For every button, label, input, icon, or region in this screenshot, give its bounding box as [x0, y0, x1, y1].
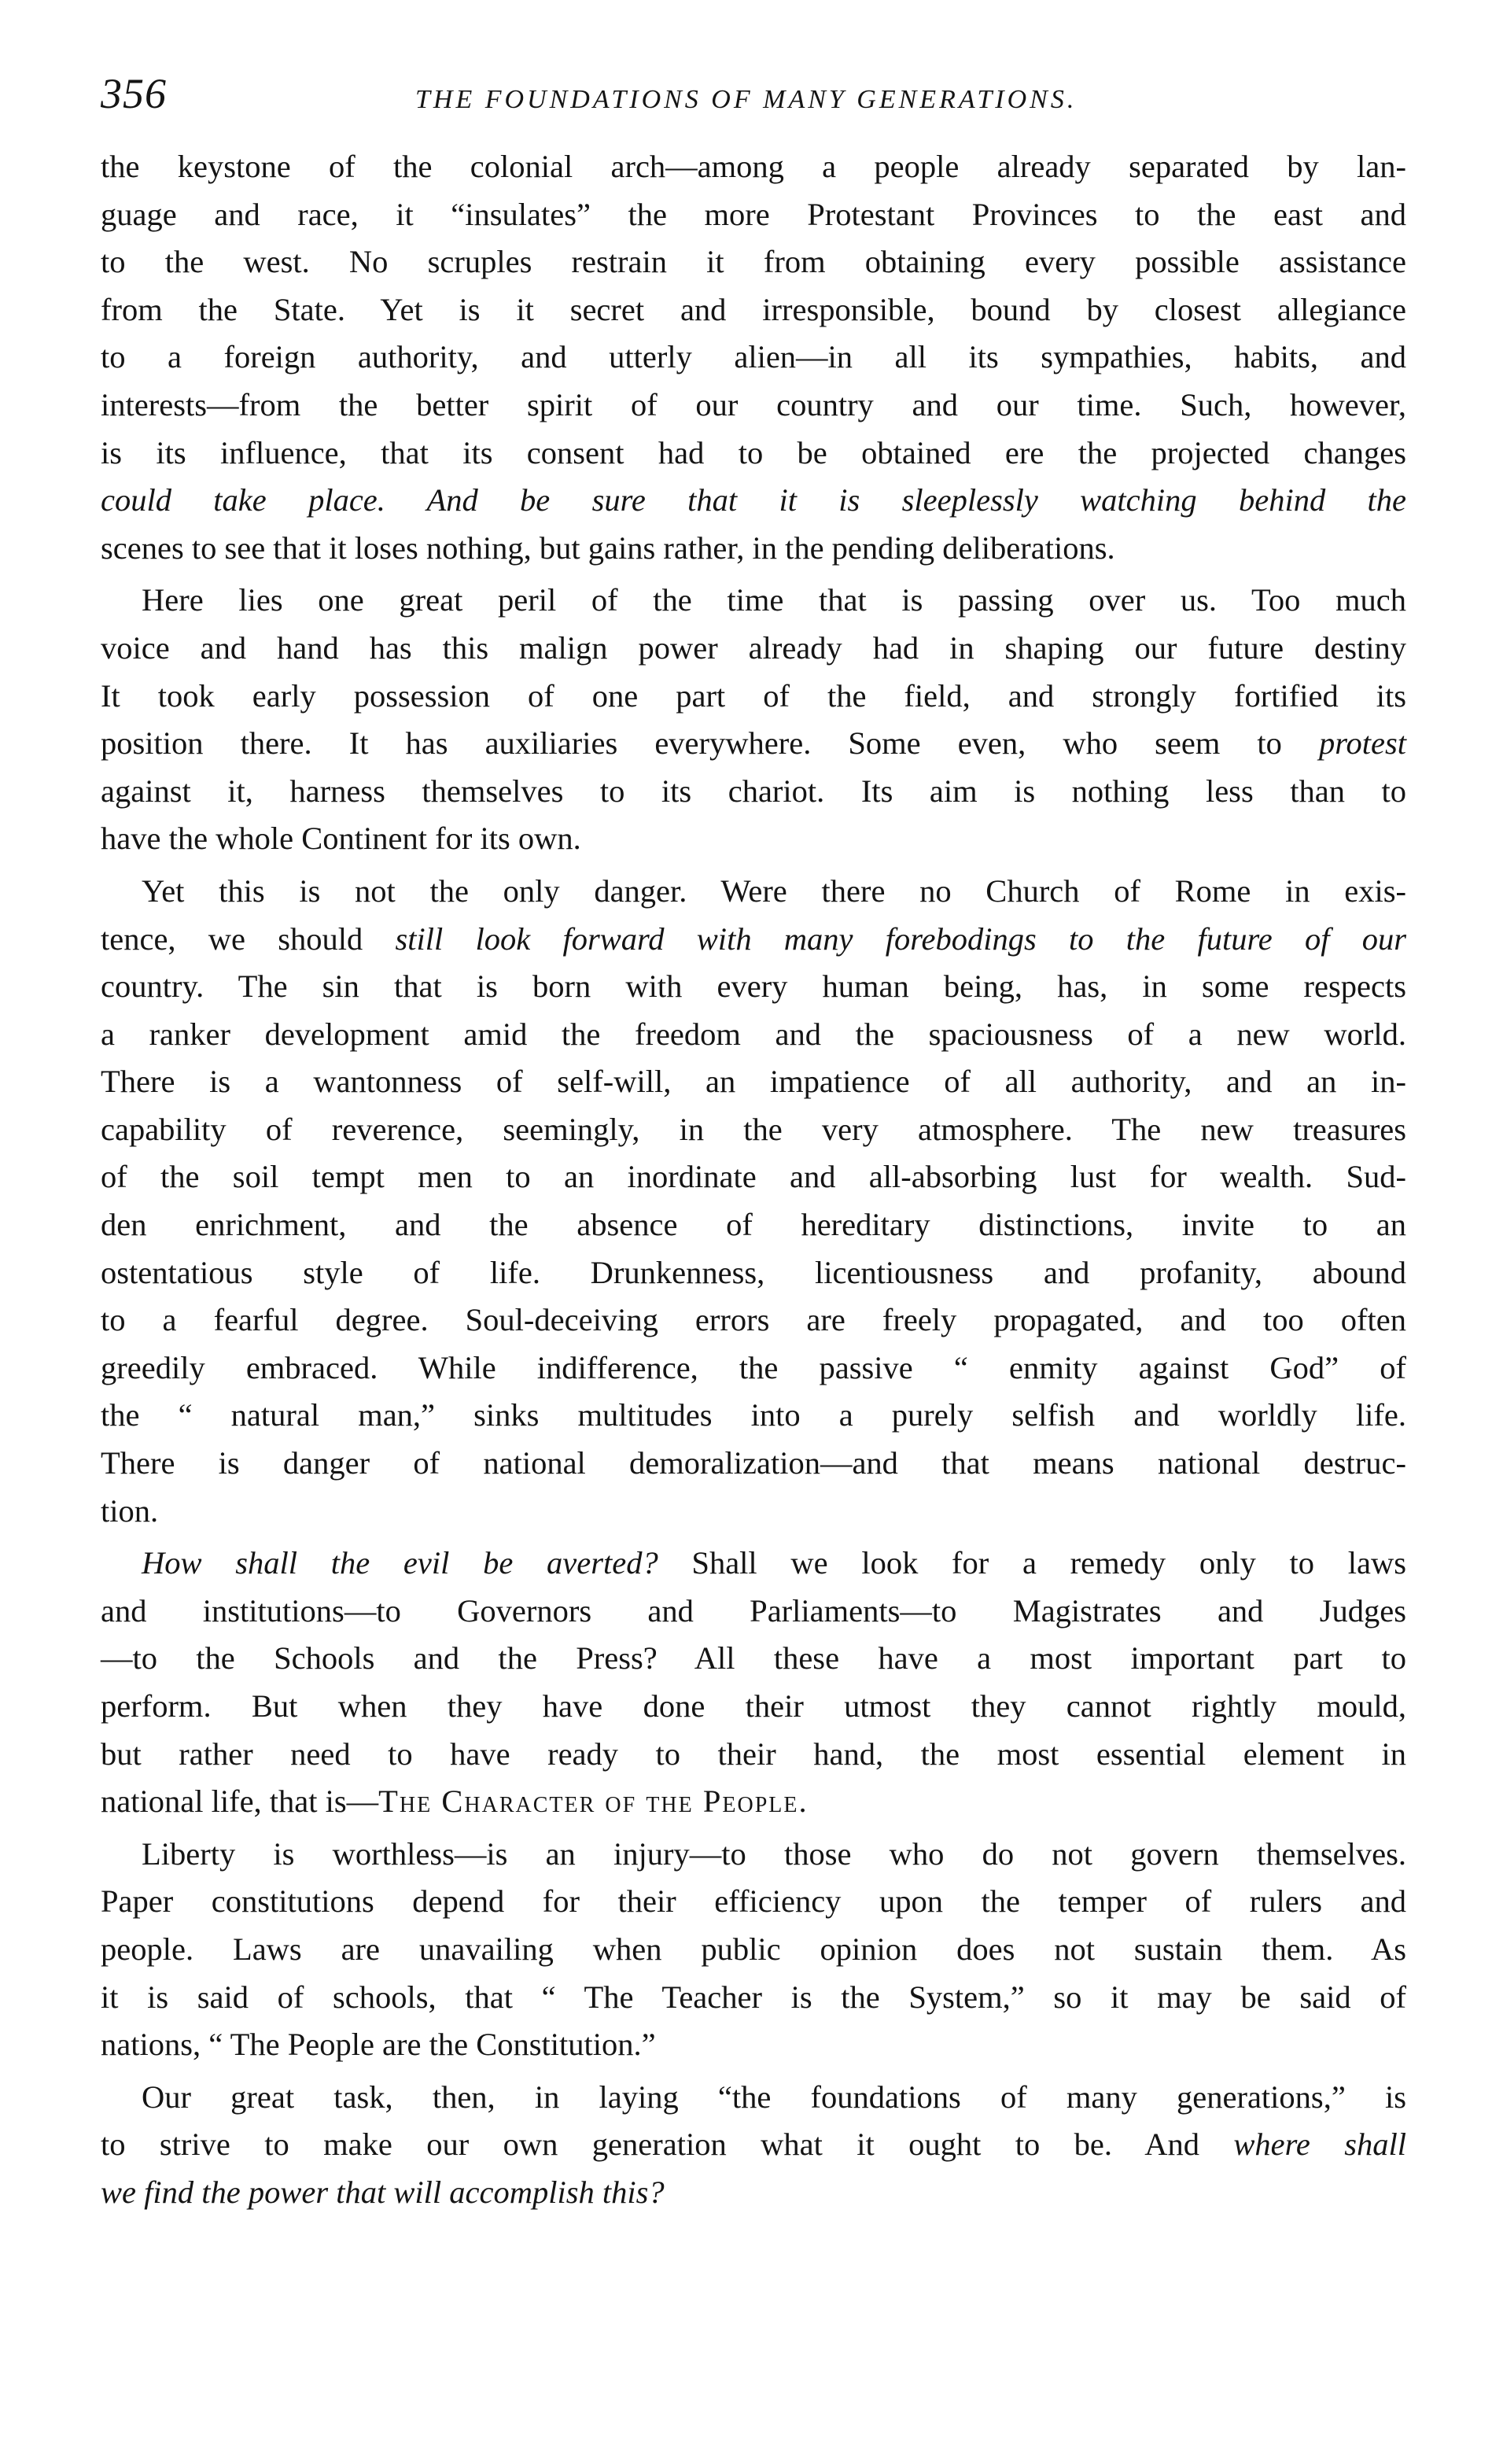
text-run: national life, that is— — [101, 1783, 379, 1820]
italic-text: still look forward with many forebodings to the future of our — [395, 920, 1406, 957]
text-run: but rather need to have ready to their hand, the most essential element in — [101, 1735, 1406, 1772]
text-line — [101, 963, 1406, 1011]
text-line — [101, 577, 1406, 625]
text-line — [101, 1392, 1406, 1440]
text-run: position there. It has auxiliaries everywhere. Some even, who seem to — [101, 725, 1319, 762]
text-line — [101, 1635, 1406, 1683]
text-line — [101, 1974, 1406, 2022]
text-line — [101, 1011, 1406, 1059]
text-line — [101, 2121, 1406, 2169]
text-run: —to the Schools and the Press? All these have a most important part to — [101, 1640, 1406, 1676]
text-line — [101, 1731, 1406, 1779]
text-run: tion. — [101, 1492, 159, 1529]
book-page — [101, 69, 1406, 2222]
italic-text: How shall the evil be averted? — [142, 1545, 658, 1581]
text-line — [101, 1878, 1406, 1926]
text-line — [101, 2021, 1406, 2069]
running-title: THE FOUNDATIONS OF MANY GENERATIONS. — [415, 85, 1078, 114]
text-line — [101, 1153, 1406, 1201]
text-line — [101, 2074, 1406, 2122]
text-line — [101, 477, 1406, 525]
text-line — [101, 1488, 1406, 1536]
text-run: and institutions—to Governors and Parliaments—to Magistrates and Judges — [101, 1592, 1406, 1629]
text-run: Here lies one great peril of the time that is passing over us. Too much — [142, 582, 1406, 618]
paragraph — [101, 1540, 1406, 1826]
text-line — [101, 868, 1406, 916]
text-run: people. Laws are unavailing when public opinion does not sustain them. As — [101, 1931, 1406, 1967]
text-line — [101, 1588, 1406, 1636]
text-line — [101, 143, 1406, 191]
text-run: There is a wantonness of self-will, an impatience of all authority, and an in- — [101, 1064, 1406, 1100]
text-run: to strive to make our own generation what it ought to be. And — [101, 2126, 1234, 2163]
paragraph — [101, 577, 1406, 863]
text-run: a ranker development amid the freedom and the spaciousness of a new world. — [101, 1016, 1406, 1052]
text-line — [101, 1926, 1406, 1974]
text-run: against it, harness themselves to its chariot. Its aim is nothing less than to — [101, 773, 1406, 809]
text-line — [101, 430, 1406, 478]
text-line — [101, 1440, 1406, 1488]
text-run: to the west. No scruples restrain it from obtaining every possible assistance — [101, 244, 1406, 280]
text-line — [101, 1683, 1406, 1731]
text-run: ostentatious style of life. Drunkenness, licentiousness and profanity, abound — [101, 1254, 1406, 1290]
paragraph — [101, 868, 1406, 1535]
text-line — [101, 1831, 1406, 1879]
text-line — [101, 191, 1406, 239]
text-run: country. The sin that is born with every human being, has, in some respects — [101, 968, 1406, 1005]
text-line — [101, 1778, 1406, 1826]
text-run: have the whole Continent for its own. — [101, 821, 581, 857]
text-run: to a fearful degree. Soul-deceiving errors are freely propagated, and too often — [101, 1302, 1406, 1338]
text-run: perform. But when they have done their utmost they cannot rightly mould, — [101, 1688, 1406, 1724]
text-line — [101, 673, 1406, 721]
text-line — [101, 1249, 1406, 1297]
text-run: Our great task, then, in laying “the foundations of many generations,” is — [142, 2079, 1406, 2115]
italic-text: protest — [1319, 725, 1406, 762]
italic-text: could take place. And be sure that it is sleeplessly watching behind the — [101, 482, 1406, 518]
text-run: Yet this is not the only danger. Were there no Church of Rome in exis- — [142, 872, 1406, 909]
text-line — [101, 1540, 1406, 1588]
text-line — [101, 334, 1406, 382]
text-run: nations, “ The People are the Constitution.” — [101, 2027, 656, 2063]
text-line — [101, 2169, 1406, 2217]
text-line — [101, 1297, 1406, 1345]
text-line — [101, 286, 1406, 334]
text-line — [101, 1345, 1406, 1392]
paragraph — [101, 143, 1406, 572]
text-run: Paper constitutions depend for their efficiency upon the temper of rulers and — [101, 1883, 1406, 1920]
text-line — [101, 916, 1406, 964]
text-run: capability of reverence, seemingly, in the very atmosphere. The new treasures — [101, 1111, 1406, 1147]
text-run: it is said of schools, that “ The Teacher is the System,” so it may be said of — [101, 1979, 1406, 2015]
text-run: Liberty is worthless—is an injury—to those who do not govern themselves. — [142, 1835, 1406, 1872]
text-run: den enrichment, and the absence of hereditary distinctions, invite to an — [101, 1207, 1406, 1243]
body-text — [101, 143, 1406, 2217]
text-line — [101, 815, 1406, 863]
text-run: to a foreign authority, and utterly alien—in all its sympathies, habits, and — [101, 339, 1406, 375]
text-run: the keystone of the colonial arch—among a people already separated by lan- — [101, 149, 1406, 184]
text-run: of the soil tempt men to an inordinate and all-absorbing lust for wealth. Sud- — [101, 1159, 1406, 1195]
text-run: greedily embraced. While indifference, the passive “ enmity against God” of — [101, 1349, 1406, 1385]
text-line — [101, 1106, 1406, 1154]
paragraph — [101, 2074, 1406, 2217]
text-line — [101, 525, 1406, 573]
small-caps-text: The Character of the People. — [378, 1783, 809, 1820]
italic-text: we find the power that will accomplish this? — [101, 2174, 665, 2210]
text-line — [101, 625, 1406, 673]
text-run: tence, we should — [101, 920, 396, 957]
text-line — [101, 1058, 1406, 1106]
paragraph — [101, 1831, 1406, 2069]
text-run: the “ natural man,” sinks multitudes into a purely selfish and worldly life. — [101, 1397, 1406, 1433]
page-header — [101, 69, 1406, 132]
italic-text: where shall — [1233, 2126, 1406, 2163]
text-line — [101, 238, 1406, 286]
text-line — [101, 720, 1406, 768]
text-run: scenes to see that it loses nothing, but gains rather, in the pending deliberations. — [101, 529, 1115, 566]
text-run: It took early possession of one part of the field, and strongly fortified its — [101, 677, 1406, 714]
text-run: from the State. Yet is it secret and irresponsible, bound by closest allegiance — [101, 291, 1406, 327]
text-line — [101, 768, 1406, 816]
text-run: interests—from the better spirit of our country and our time. Such, however, — [101, 386, 1406, 422]
text-run: guage and race, it “insulates” the more Protestant Provinces to the east and — [101, 196, 1406, 232]
text-run: Shall we look for a remedy only to laws — [658, 1545, 1406, 1581]
text-run: There is danger of national demoralization—and that means national destruc- — [101, 1445, 1406, 1481]
text-line — [101, 1201, 1406, 1249]
text-line — [101, 382, 1406, 430]
text-run: is its influence, that its consent had to be obtained ere the projected changes — [101, 434, 1406, 470]
page-number: 356 — [101, 70, 167, 117]
text-run: voice and hand has this malign power already had in shaping our future destiny — [101, 629, 1406, 666]
